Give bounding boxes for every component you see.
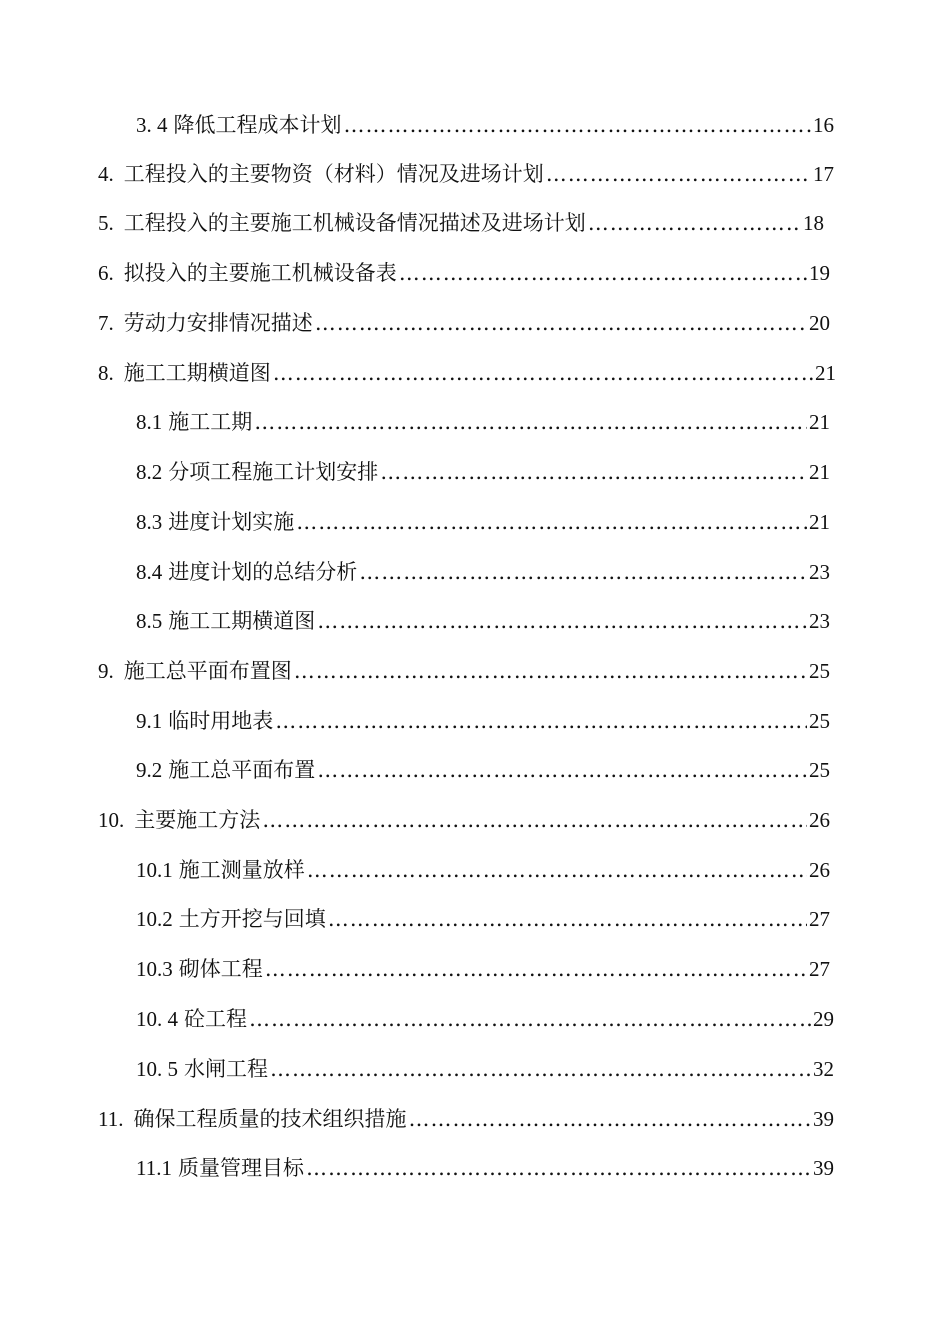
toc-dot-leader [254,407,807,437]
toc-entry-title: 降低工程成本计划 [173,113,342,137]
toc-dot-leader [273,358,813,388]
toc-entry-title: 施工总平面布置 [168,758,316,782]
toc-entry-title: 劳动力安排情况描述 [123,311,313,335]
toc-page-number: 21 [809,460,830,484]
toc-entry-11-1[interactable] [136,1153,834,1183]
toc-entry-4[interactable] [98,159,834,189]
toc-page-number: 17 [813,162,834,186]
toc-dot-leader [344,110,812,140]
toc-entry-number: 7. [98,311,114,335]
toc-page-number: 25 [809,709,830,733]
toc-page-number: 20 [809,311,830,335]
toc-entry-10-4[interactable] [136,1004,834,1034]
toc-entry-title: 进度计划的总结分析 [168,560,358,584]
toc-dot-leader [359,557,807,587]
toc-dot-leader [380,457,807,487]
toc-entry-8-1[interactable] [136,407,830,437]
toc-entry-number: 8.4 [136,560,163,584]
toc-entry-10-5[interactable] [136,1054,834,1084]
toc-entry-6[interactable] [98,258,830,288]
toc-entry-title: 工程投入的主要物资（材料）情况及进场计划 [123,162,544,186]
toc-page-number: 23 [809,609,830,633]
toc-entry-10-3[interactable] [136,954,830,984]
toc-dot-leader [546,159,811,189]
toc-entry-number: 10.1 [136,858,173,882]
toc-dot-leader [315,308,807,338]
toc-entry-number: 5. [98,211,114,235]
toc-page-number: 39 [813,1107,834,1131]
toc-page-number: 27 [809,907,830,931]
toc-entry-number: 8.3 [136,510,163,534]
toc-entry-7[interactable] [98,308,830,338]
toc-dot-leader [306,1153,811,1183]
toc-entry-title: 施工测量放样 [178,858,305,882]
toc-page-number: 16 [813,113,834,137]
toc-entry-title: 砌体工程 [178,957,263,981]
toc-page-number: 39 [813,1156,834,1180]
toc-page-number: 21 [809,410,830,434]
toc-dot-leader [296,507,807,537]
toc-page-number: 23 [809,560,830,584]
toc-entry-title: 施工工期 [168,410,253,434]
toc-entry-number: 8.2 [136,460,163,484]
toc-entry-number: 8.1 [136,410,163,434]
toc-entry-10-2[interactable] [136,904,830,934]
toc-page-number: 29 [813,1007,834,1031]
toc-page-number: 19 [809,261,830,285]
toc-dot-leader [317,606,807,636]
toc-page-number: 27 [809,957,830,981]
toc-dot-leader [307,855,807,885]
toc-dot-leader [588,208,801,238]
toc-dot-leader [317,755,807,785]
toc-entry-number: 9.2 [136,758,163,782]
toc-entry-8[interactable] [98,358,836,388]
toc-page-number: 25 [809,659,830,683]
toc-page-number: 21 [809,510,830,534]
toc-entry-9[interactable] [98,656,830,686]
toc-entry-number: 6. [98,261,114,285]
toc-dot-leader [294,656,807,686]
toc-entry-number: 4. [98,162,114,186]
toc-dot-leader [275,706,807,736]
toc-page-number: 25 [809,758,830,782]
toc-entry-title: 临时用地表 [168,709,274,733]
toc-entry-number: 11.1 [136,1156,172,1180]
toc-entry-10-1[interactable] [136,855,830,885]
toc-entry-title: 质量管理目标 [177,1156,304,1180]
toc-dot-leader [265,954,807,984]
toc-entry-number: 10. [98,808,125,832]
toc-dot-leader [408,1104,811,1134]
toc-entry-number: 8. [98,361,114,385]
toc-entry-8-3[interactable] [136,507,830,537]
toc-page-number: 21 [815,361,836,385]
toc-dot-leader [262,805,807,835]
toc-page-number: 18 [803,211,824,235]
toc-entry-title: 确保工程质量的技术组织措施 [133,1107,407,1131]
toc-entry-title: 施工工期横道图 [168,609,316,633]
toc-page-number: 26 [809,808,830,832]
toc-entry-title: 拟投入的主要施工机械设备表 [123,261,397,285]
toc-entry-number: 10. 5 [136,1057,178,1081]
toc-entry-title: 砼工程 [184,1007,247,1031]
toc-entry-number: 10.2 [136,907,173,931]
toc-entry-5[interactable] [98,208,824,238]
toc-entry-title: 施工总平面布置图 [123,659,292,683]
toc-entry-number: 10.3 [136,957,173,981]
toc-entry-8-2[interactable] [136,457,830,487]
toc-entry-number: 8.5 [136,609,163,633]
toc-entry-title: 工程投入的主要施工机械设备情况描述及进场计划 [123,211,586,235]
toc-page-number: 32 [813,1057,834,1081]
toc-page-number: 26 [809,858,830,882]
toc-entry-title: 分项工程施工计划安排 [168,460,379,484]
toc-entry-number: 9.1 [136,709,163,733]
toc-entry-10[interactable] [98,805,830,835]
toc-entry-number: 9. [98,659,114,683]
toc-entry-title: 施工工期横道图 [123,361,271,385]
toc-entry-3-4[interactable] [136,110,834,140]
toc-dot-leader [270,1054,811,1084]
toc-entry-9-1[interactable] [136,706,830,736]
toc-entry-8-4[interactable] [136,557,830,587]
toc-entry-number: 11. [98,1107,124,1131]
toc-entry-title: 进度计划实施 [168,510,295,534]
toc-entry-title: 土方开挖与回填 [178,907,326,931]
toc-entry-11[interactable] [98,1104,834,1134]
toc-entry-title: 水闸工程 [184,1057,268,1081]
toc-entry-9-2[interactable] [136,755,830,785]
toc-entry-8-5[interactable] [136,606,830,636]
toc-dot-leader [328,904,807,934]
toc-entry-number: 3. 4 [136,113,168,137]
toc-dot-leader [249,1004,811,1034]
toc-entry-number: 10. 4 [136,1007,178,1031]
toc-entry-title: 主要施工方法 [134,808,261,832]
toc-dot-leader [399,258,807,288]
